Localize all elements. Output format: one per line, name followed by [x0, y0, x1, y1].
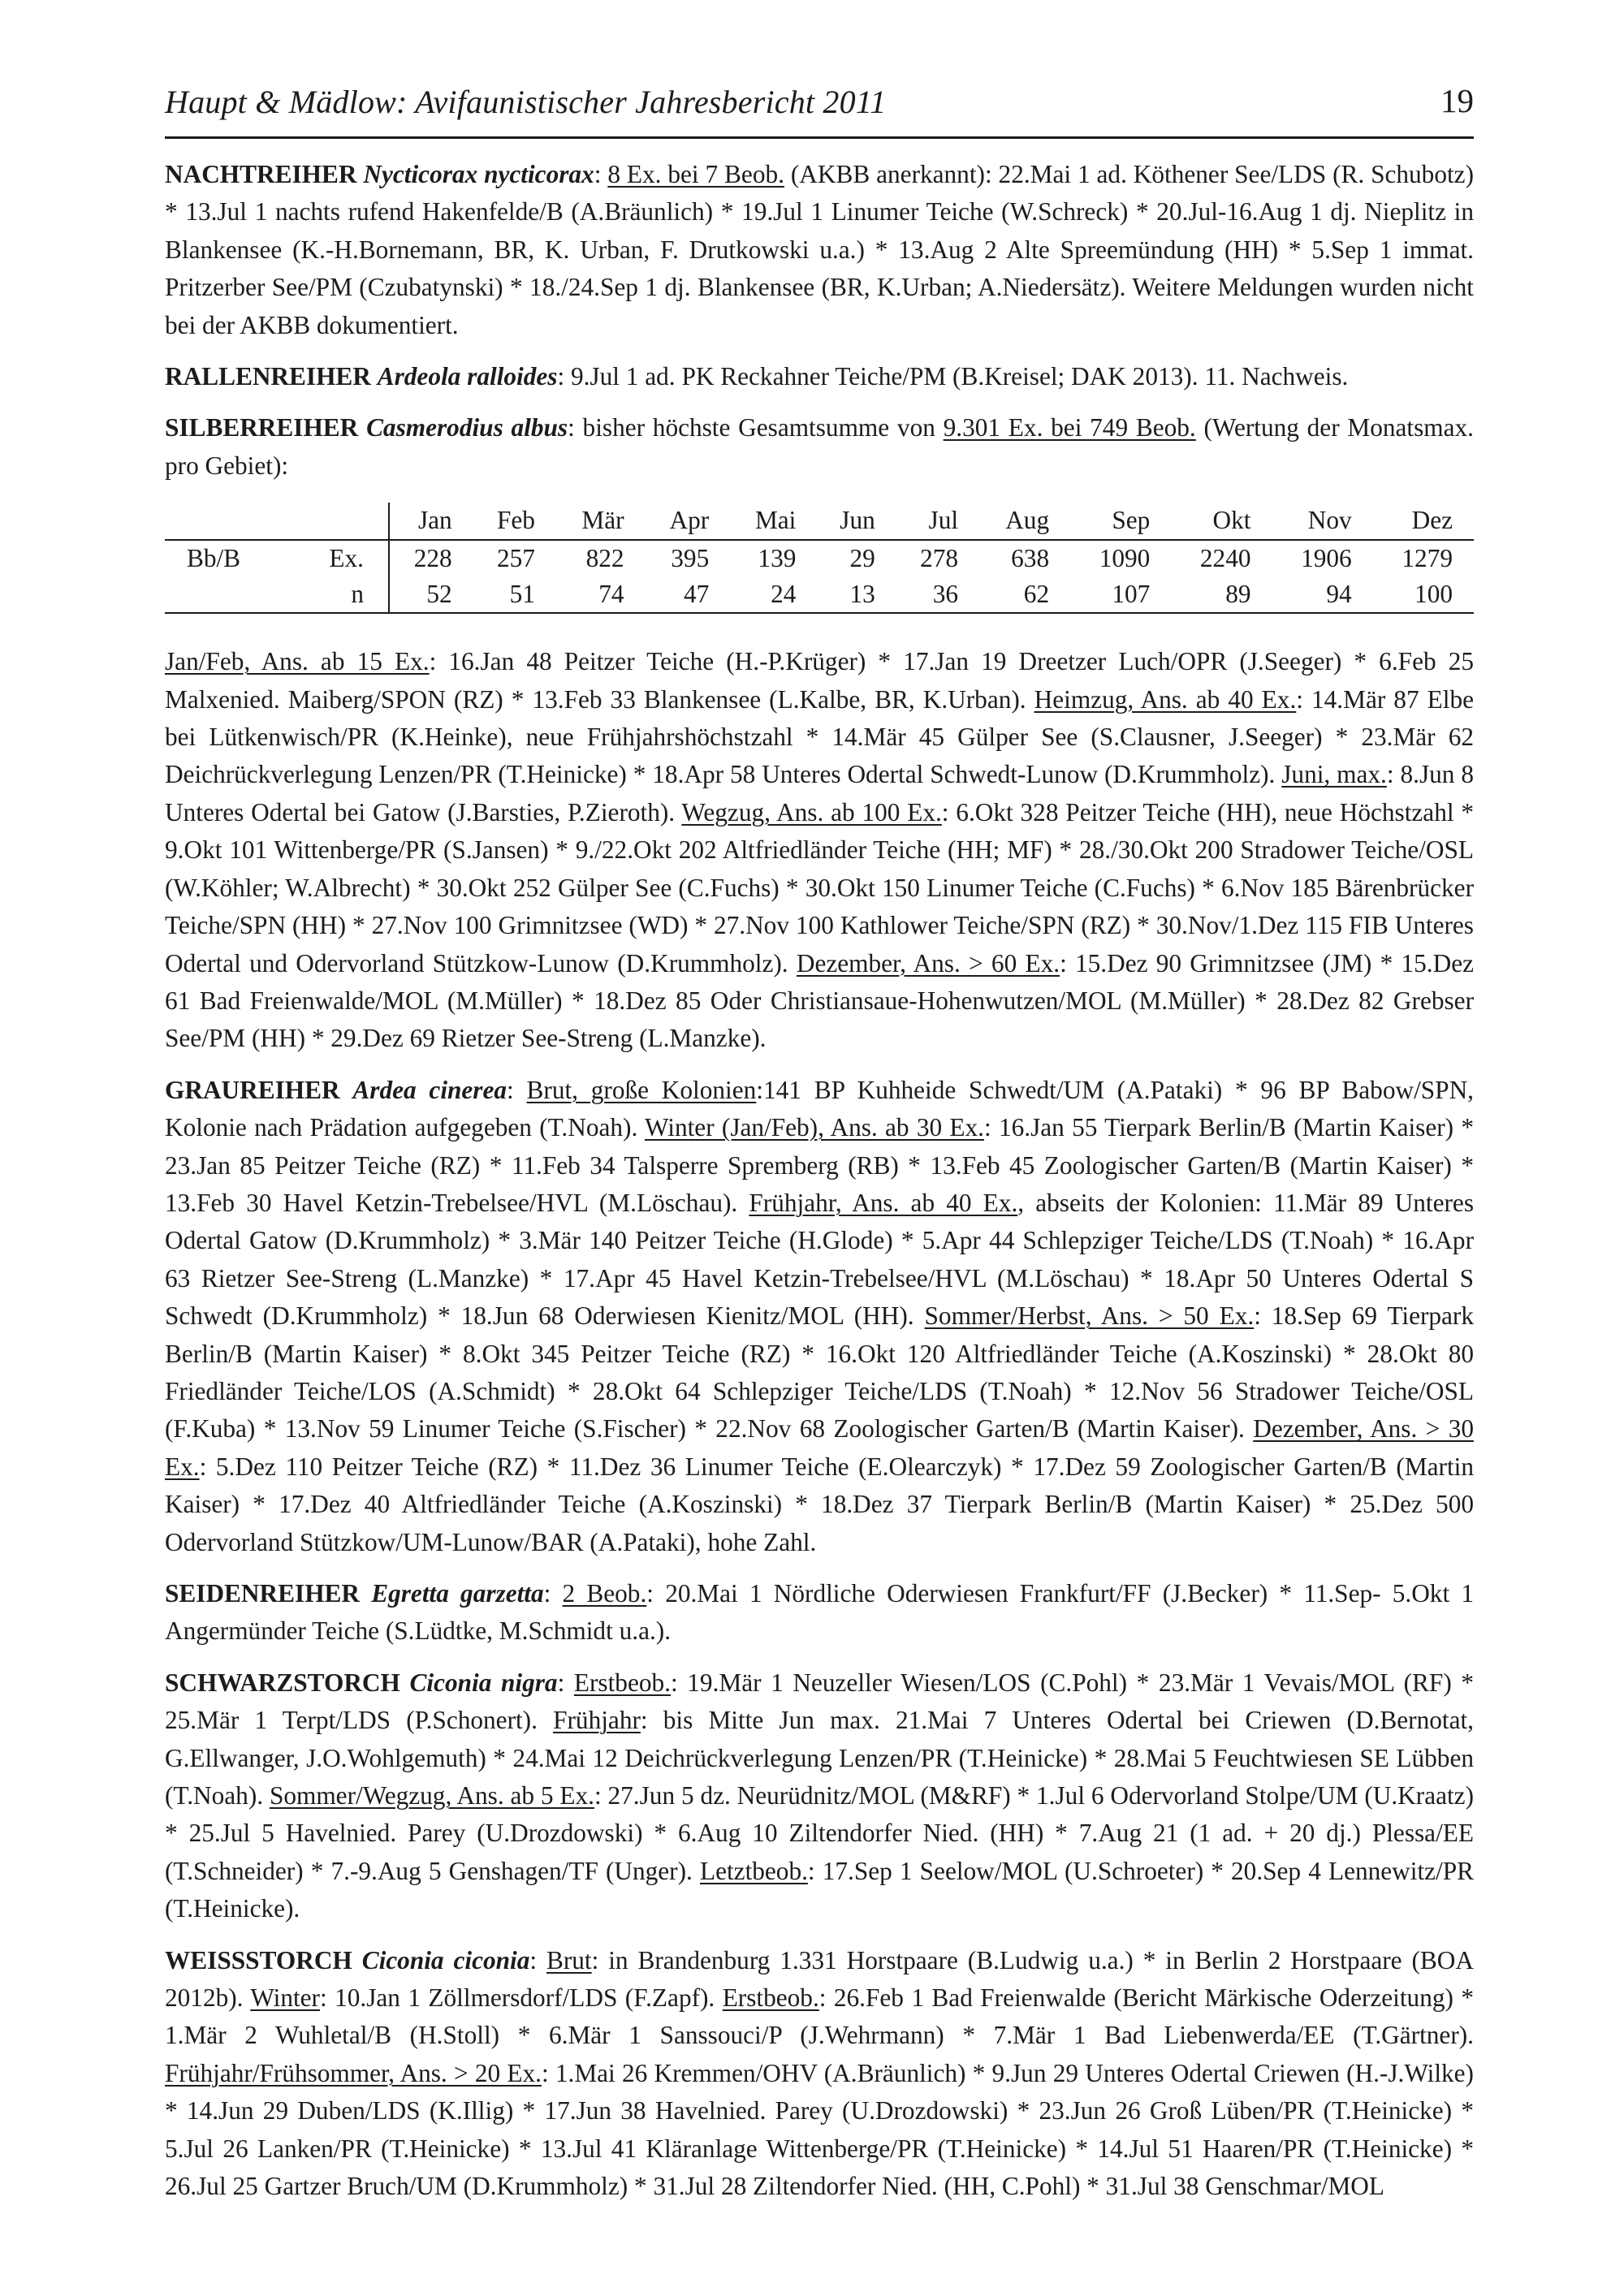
entry-text: : 18.Sep 69 Tierpark Berlin/B (Martin Kaiser) * 8.Okt 345 Peitzer Teiche (RZ) * 16.Okt 120 Altfriedländer Teiche (A.Koszinski) * 28.Okt 80 Friedländer Teiche/LOS (A.Schmidt) * 28.Okt 64 Schlepziger Teiche/LDS (T.Noah) * 12.Nov 56 Stradower Teiche/OSL (F.Kuba) * 13.Nov 59 Linumer Teiche (S.Fischer) * 22.Nov 68 Zoologischer Garten/B (Martin Kaiser).	[165, 1301, 1474, 1444]
table-cell: 1279	[1402, 544, 1453, 573]
entry-text: : 17.Sep 1 Seelow/MOL (U.Schroeter) * 20.Sep 4 Lennewitz/PR (T.Heinicke).	[165, 1856, 1475, 1923]
entry-text: , abseits der Kolonien: 11.Mär 89 Unteres Odertal Gatow (D.Krummholz) * 3.Mär 140 Peitzer Teiche (H.Glode) * 5.Apr 44 Schlepziger Teiche/LDS (T.Noah) * 16.Apr 63 Rietzer See-Streng (L.Manzke) * 17.Apr 45 Havel Ketzin-Trebelsee/HVL (M.Löschau) * 18.Apr 50 Unteres Odertal S Schwedt (D.Krummholz) * 18.Jun 68 Oderwiesen Kienitz/MOL (HH).	[165, 1188, 1475, 1331]
entry-text: : 20.Mai 1 Nördliche Oderwiesen Frankfurt/FF (J.Becker) * 11.Sep- 5.Okt 1 Angermünder Teiche (S.Lüdtke, M.Schmidt u.a.).	[165, 1579, 1474, 1646]
table-cell: 29	[849, 544, 875, 573]
entry-subheading: Winter	[250, 1983, 320, 2013]
running-header	[165, 80, 1474, 139]
month-header: Mai	[730, 503, 817, 540]
table-cell: 139	[758, 544, 797, 573]
entry-subheading: Sommer/Herbst, Ans. > 50 Ex.	[924, 1301, 1255, 1331]
table-row-label: Ex.	[262, 540, 389, 576]
entry-text: : 6.Okt 328 Peitzer Teiche (HH), neue Höchstzahl * 9.Okt 101 Wittenberge/PR (S.Jansen) * 9./22.Okt 202 Altfriedländer Teiche (HH; MF) * 28./30.Okt 200 Stradower Teiche/OSL (W.Köhler; W.Albrecht) * 30.Okt 252 Gülper See (C.Fuchs) * 30.Okt 150 Linumer Teiche (C.Fuchs) * 6.Nov 185 Bärenbrücker Teiche/SPN (HH) * 27.Nov 100 Grimnitzsee (WD) * 27.Nov 100 Kathlower Teiche/SPN (RZ) * 30.Nov/1.Dez 115 FIB Unteres Odertal und Odervorland Stützkow-Lunow (D.Krummholz).	[165, 797, 1475, 978]
table-cell: 62	[979, 576, 1070, 613]
species-name: SEIDENREIHER	[165, 1579, 361, 1608]
month-header: Okt	[1171, 503, 1272, 540]
table-cell: 47	[646, 576, 731, 613]
entry-text: :	[594, 160, 608, 188]
report-body	[165, 156, 1474, 2220]
table-cell: 36	[896, 576, 979, 613]
species-latin: Ardeola ralloides	[377, 362, 558, 391]
month-header: Jun	[817, 503, 896, 540]
table-header-row	[165, 503, 1474, 540]
entry-subheading: Jan/Feb, Ans. ab 15 Ex.	[165, 647, 430, 676]
entry-text: :	[529, 1945, 546, 1974]
table-cell: 107	[1070, 576, 1171, 613]
table-cell: 2240	[1199, 544, 1251, 573]
table-cell: 257	[497, 544, 535, 573]
entry-subheading: Frühjahr, Ans. ab 40 Ex.	[749, 1188, 1018, 1217]
entry-text: : 8.Jun 8 Unteres Odertal bei Gatow (J.Barsties, P.Zieroth).	[165, 760, 1474, 826]
page-number: 19	[1440, 82, 1474, 119]
species-name: RALLENREIHER	[165, 362, 371, 391]
entry-subheading: Juni, max.	[1281, 760, 1387, 789]
entry-subheading: Brut	[546, 1945, 592, 1974]
entry-subheading: 8 Ex. bei 7 Beob.	[607, 160, 784, 188]
species-entry-silberreiher-details	[165, 643, 1474, 1057]
entry-text: : 16.Jan 55 Tierpark Berlin/B (Martin Kaiser) * 23.Jan 85 Peitzer Teiche (RZ) * 11.Feb 34 Talsperre Spremberg (RB) * 13.Feb 45 Zoologischer Garten/B (Martin Kaiser) * 13.Feb 30 Havel Ketzin-Trebelsee/HVL (M.Löschau).	[165, 1113, 1474, 1217]
entry-text: : 14.Mär 87 Elbe bei Lütkenwisch/PR (K.Heinke), neue Frühjahrshöchstzahl * 14.Mär 45 Gülper See (S.Clausner, J.Seeger) * 23.Mär 62 Deichrückverlegung Lenzen/PR (T.Heinicke) * 18.Apr 58 Unteres Odertal Schwedt-Lunow (D.Krummholz).	[165, 684, 1474, 789]
table-cell: 74	[556, 576, 646, 613]
species-entry-weissstorch	[165, 1942, 1474, 2206]
month-header: Aug	[979, 503, 1070, 540]
month-header: Nov	[1272, 503, 1373, 540]
table-area-label: Bb/B	[186, 544, 241, 573]
table-cell: 228	[413, 544, 452, 573]
entry-subheading: Dezember, Ans. > 30 Ex.	[165, 1414, 1474, 1481]
entry-subheading: Heimzug, Ans. ab 40 Ex.	[1034, 684, 1297, 714]
table-cell: 278	[920, 544, 959, 573]
species-entry-silberreiher	[165, 409, 1474, 485]
entry-subheading: 2 Beob.	[562, 1579, 647, 1608]
entry-subheading: Winter (Jan/Feb), Ans. ab 30 Ex.	[644, 1113, 984, 1142]
month-header: Mär	[556, 503, 646, 540]
species-entry-nachtreiher	[165, 156, 1474, 344]
table-cell: 52	[389, 576, 473, 613]
entry-text: :	[507, 1075, 527, 1104]
table-cell: 100	[1373, 576, 1474, 613]
entry-text: :	[557, 1668, 574, 1697]
species-name: SILBERREIHER	[165, 413, 359, 442]
table-row-n	[165, 576, 1474, 613]
entry-text: : 9.Jul 1 ad. PK Reckahner Teiche/PM (B.Kreisel; DAK 2013). 11. Nachweis.	[557, 362, 1349, 391]
entry-subheading: Erstbeob.	[722, 1983, 819, 2013]
entry-text: : bis Mitte Jun max. 21.Mai 7 Unteres Odertal bei Criewen (D.Bernotat, G.Ellwanger, J.O.Wohlgemuth) * 24.Mai 12 Deichrückverlegung Lenzen/PR (T.Heinicke) * 28.Mai 5 Feuchtwiesen SE Lübben (T.Noah).	[165, 1706, 1474, 1810]
species-latin: Ciconia nigra	[409, 1668, 558, 1697]
species-latin: Ciconia ciconia	[361, 1945, 530, 1974]
entry-subheading: Wegzug, Ans. ab 100 Ex.	[681, 797, 942, 826]
entry-text: : 10.Jan 1 Zöllmersdorf/LDS (F.Zapf).	[319, 1983, 723, 2013]
table-row-label: n	[262, 576, 389, 613]
species-entry-seidenreiher	[165, 1575, 1474, 1651]
entry-text: : 1.Mai 26 Kremmen/OHV (A.Bräunlich) * 9.Jun 29 Unteres Odertal Criewen (H.-J.Wilke) * 14.Jun 29 Duben/LDS (K.Illig) * 17.Jun 38 Havelnied. Parey (U.Drozdowski) * 23.Jun 26 Groß Lüben/PR (T.Heinicke) * 5.Jul 26 Lanken/PR (T.Heinicke) * 13.Jul 41 Kläranlage Wittenberge/PR (T.Heinicke) * 14.Jul 51 Haaren/PR (T.Heinicke) * 26.Jul 25 Gartzer Bruch/UM (D.Krummholz) * 31.Jul 28 Ziltendorfer Nied. (HH, C.Pohl) * 31.Jul 38 Genschmar/MOL	[165, 2058, 1474, 2201]
entry-subheading: Dezember, Ans. > 60 Ex.	[796, 948, 1060, 978]
table-cell: 1090	[1099, 544, 1151, 573]
entry-subheading: Frühjahr/Frühsommer, Ans. > 20 Ex.	[165, 2058, 542, 2087]
species-entry-rallenreiher	[165, 358, 1474, 395]
table-cell: 1906	[1301, 544, 1352, 573]
entry-subheading: Letztbeob.	[699, 1856, 808, 1885]
table-cell: 638	[1011, 544, 1050, 573]
month-header: Sep	[1070, 503, 1171, 540]
entry-text: :141 BP Kuhheide Schwedt/UM (A.Pataki) * 96 BP Babow/SPN, Kolonie nach Prädation aufgegeben (T.Noah).	[165, 1075, 1474, 1142]
table-cell: 395	[671, 544, 710, 573]
species-latin: Ardea cinerea	[352, 1075, 508, 1104]
table-cell: 94	[1272, 576, 1373, 613]
species-name: NACHTREIHER	[165, 160, 357, 188]
species-name: GRAUREIHER	[165, 1075, 340, 1104]
month-header: Jul	[896, 503, 979, 540]
header-title: Haupt & Mädlow: Avifaunistischer Jahresbericht 2011	[165, 84, 887, 120]
month-header: Feb	[473, 503, 556, 540]
entry-text: : 27.Jun 5 dz. Neurüdnitz/MOL (M&RF) * 1.Jul 6 Odervorland Stolpe/UM (U.Kraatz) * 25.Jul 5 Havelnied. Parey (U.Drozdowski) * 6.Aug 10 Ziltendorfer Nied. (HH) * 7.Aug 21 (1 ad. + 20 dj.) Plessa/EE (T.Schneider) * 7.-9.Aug 5 Genshagen/TF (Unger).	[165, 1781, 1474, 1885]
entry-text: :	[543, 1579, 563, 1608]
entry-text: (Wertung der Monatsmax. pro Gebiet):	[165, 413, 1474, 480]
entry-subheading: 9.301 Ex. bei 749 Beob.	[943, 413, 1196, 442]
entry-text: : 15.Dez 90 Grimnitzsee (JM) * 15.Dez 61 Bad Freienwalde/MOL (M.Müller) * 18.Dez 85 Oder Christiansaue-Hohenwutzen/MOL (M.Müller) * 28.Dez 82 Grebser See/PM (HH) * 29.Dez 69 Rietzer See-Streng (L.Manzke).	[165, 948, 1474, 1053]
species-latin: Egretta garzetta	[371, 1579, 544, 1608]
species-name: WEISSSTORCH	[165, 1945, 352, 1974]
entry-text: (AKBB anerkannt): 22.Mai 1 ad. Köthener See/LDS (R. Schubotz) * 13.Jul 1 nachts rufend Hakenfelde/B (A.Bräunlich) * 19.Jul 1 Linumer Teiche (W.Schreck) * 20.Jul-16.Aug 1 dj. Nieplitz in Blankensee (K.-H.Bornemann, BR, K. Urban, F. Drutkowski u.a.) * 13.Aug 2 Alte Spreemündung (HH) * 5.Sep 1 immat. Pritzerber See/PM (Czubatynski) * 18./24.Sep 1 dj. Blankensee (BR, K.Urban; A.Niedersätz). Weitere Meldungen wurden nicht bei der AKBB dokumentiert.	[165, 160, 1474, 339]
species-latin: Nycticorax nycticorax	[363, 160, 594, 188]
species-entry-graureiher	[165, 1072, 1474, 1561]
entry-subheading: Frühjahr	[553, 1706, 641, 1735]
entry-text: : 19.Mär 1 Neuzeller Wiesen/LOS (C.Pohl) * 23.Mär 1 Vevais/MOL (RF) * 25.Mär 1 Terpt/LDS (P.Schonert).	[165, 1668, 1475, 1735]
entry-text: : 26.Feb 1 Bad Freienwalde (Bericht Märkische Oderzeitung) * 1.Mär 2 Wuhletal/B (H.Stoll) * 6.Mär 1 Sanssouci/P (J.Wehrmann) * 7.Mär 1 Bad Liebenwerda/EE (T.Gärtner).	[165, 1983, 1474, 2050]
table-cell: 24	[730, 576, 817, 613]
species-entry-schwarzstorch	[165, 1664, 1474, 1928]
table-cell: 51	[473, 576, 556, 613]
entry-subheading: Brut, große Kolonien	[526, 1075, 757, 1104]
table-corner	[262, 503, 389, 540]
species-latin: Casmerodius albus	[366, 413, 568, 442]
entry-text: : 5.Dez 110 Peitzer Teiche (RZ) * 11.Dez 36 Linumer Teiche (E.Olearczyk) * 17.Dez 59 Zoologischer Garten/B (Martin Kaiser) * 17.Dez 40 Altfriedländer Teiche (A.Koszinski) * 18.Dez 37 Tierpark Berlin/B (Martin Kaiser) * 25.Dez 500 Odervorland Stützkow/UM-Lunow/BAR (A.Pataki), hohe Zahl.	[165, 1452, 1474, 1556]
entry-text: : bisher höchste Gesamtsumme von	[568, 413, 944, 442]
table-cell: 822	[585, 544, 624, 573]
month-header: Jan	[389, 503, 473, 540]
table-area-label	[165, 576, 262, 613]
entry-subheading: Sommer/Wegzug, Ans. ab 5 Ex.	[269, 1781, 594, 1810]
table-cell: 89	[1171, 576, 1272, 613]
month-header: Dez	[1373, 503, 1474, 540]
monthly-max-table	[165, 503, 1474, 614]
table-cell: 13	[817, 576, 896, 613]
species-name: SCHWARZSTORCH	[165, 1668, 400, 1697]
table-corner	[165, 503, 262, 540]
month-header: Apr	[646, 503, 731, 540]
entry-text: : in Brandenburg 1.331 Horstpaare (B.Ludwig u.a.) * in Berlin 2 Horstpaare (BOA 2012b).	[165, 1945, 1474, 2013]
entry-text: : 16.Jan 48 Peitzer Teiche (H.-P.Krüger) * 17.Jan 19 Dreetzer Luch/OPR (J.Seeger) * 6.Feb 25 Malxenied. Maiberg/SPON (RZ) * 13.Feb 33 Blankensee (L.Kalbe, BR, K.Urban).	[165, 647, 1475, 714]
table-row-ex	[165, 540, 1474, 576]
entry-subheading: Erstbeob.	[573, 1668, 671, 1697]
